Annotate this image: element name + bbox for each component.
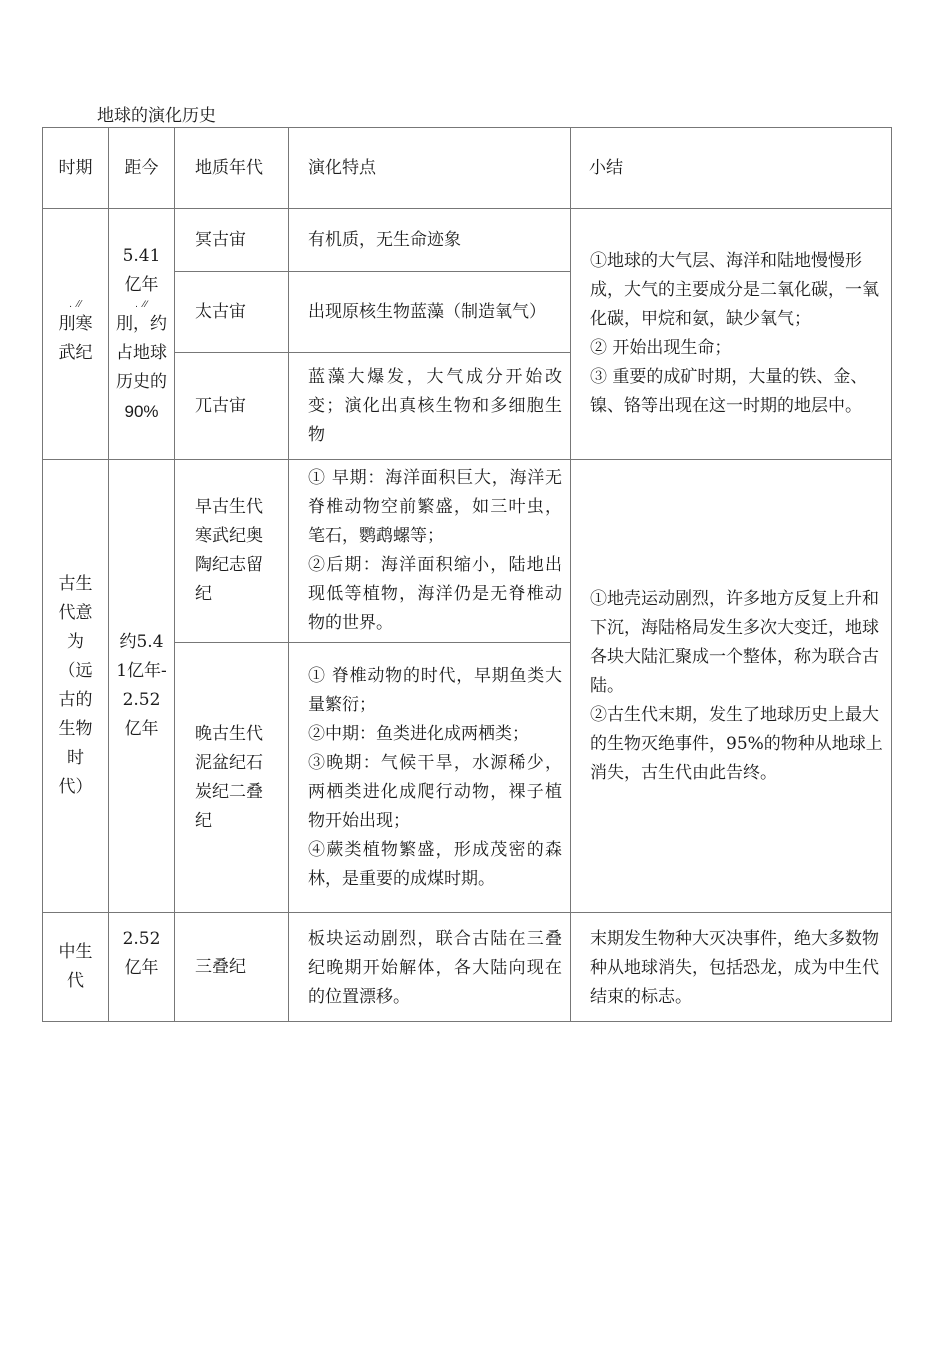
era-late-paleozoic-label: 晚古生代泥盆纪石炭纪二叠纪: [195, 723, 263, 831]
precambrian-ago-marker: . ⁄⁄: [135, 300, 148, 310]
precambrian-summary-1: ①地球的大气层、海洋和陆地慢慢形成，大气的主要成分是二氧化碳，一氧化碳，甲烷和氨，缺少氧气；: [590, 251, 879, 329]
table-header-row: [43, 128, 892, 209]
header-ago: 距今: [109, 128, 175, 209]
precambrian-marker: . ⁄⁄: [69, 300, 82, 310]
features-late-paleozoic-2: ②中期：鱼类进化成两栖类；: [308, 723, 529, 744]
table-row: [43, 209, 892, 272]
paleozoic-summary: [571, 460, 892, 913]
mesozoic-period: 中生代: [58, 942, 93, 991]
precambrian-summary-2: ② 开始出现生命；: [590, 338, 732, 358]
header-features: 演化特点: [289, 128, 571, 209]
era-proterozoic: 兀古宙: [175, 353, 289, 460]
paleozoic-period-cell: [43, 460, 109, 913]
header-period: 时期: [43, 128, 109, 209]
mesozoic-ago: 2.52亿年: [122, 929, 161, 978]
era-early-paleozoic-label: 早古生代寒武纪奥陶纪志留纪: [195, 497, 263, 604]
paleozoic-ago: 约5.41亿年-2.52亿年: [116, 632, 167, 739]
features-late-paleozoic-3: ③晚期：气候干旱，水源稀少，两栖类进化成爬行动物，裸子植物开始出现；: [308, 752, 562, 831]
precambrian-ago-percent: 90%: [124, 402, 159, 421]
era-hadean: 冥古宙: [175, 209, 289, 272]
features-archean: 出现原核生物蓝藻（制造氧气）: [289, 272, 571, 353]
precambrian-period: 刖寒武纪: [58, 314, 93, 363]
features-late-paleozoic: [289, 643, 571, 913]
paleozoic-summary-1: ①地壳运动剧烈，许多地方反复上升和下沉，海陆格局发生多次大变迁，地球各块大陆汇聚成一个整体，称为联合古陆。: [590, 588, 879, 696]
precambrian-period-cell: [43, 209, 109, 460]
mesozoic-summary: 末期发生物种大灭决事件，绝大多数物种从地球消失，包括恐龙，成为中生代结束的标志。: [571, 913, 892, 1022]
precambrian-ago-rest: 刖，约占地球历史的: [116, 314, 167, 392]
era-triassic: 三叠纪: [175, 913, 289, 1022]
table-row: [43, 460, 892, 643]
era-late-paleozoic: [175, 643, 289, 913]
precambrian-summary: [571, 209, 892, 460]
features-proterozoic: 蓝藻大爆发，大气成分开始改变；演化出真核生物和多细胞生物: [289, 353, 571, 460]
header-summary: 小结: [571, 128, 892, 209]
features-triassic: 板块运动剧烈，联合古陆在三叠纪晚期开始解体，各大陆向现在的位置漂移。: [289, 913, 571, 1022]
mesozoic-ago-cell: [109, 913, 175, 1022]
features-late-paleozoic-4: ④蕨类植物繁盛，形成茂密的森林，是重要的成煤时期。: [308, 839, 562, 889]
precambrian-summary-3: ③ 重要的成矿时期，大量的铁、金、镍、铬等出现在这一时期的地层中。: [590, 367, 868, 416]
features-early-paleozoic-1: ① 早期：海洋面积巨大，海洋无脊椎动物空前繁盛，如三叶虫，笔石，鹦鹉螺等；: [308, 468, 562, 546]
header-era: 地质年代: [175, 128, 289, 209]
paleozoic-ago-cell: [109, 460, 175, 913]
features-late-paleozoic-1: ① 脊椎动物的时代，早期鱼类大量繁衍；: [308, 665, 562, 715]
table-row: [43, 913, 892, 1022]
era-early-paleozoic: [175, 460, 289, 643]
paleozoic-summary-2: ②古生代末期，发生了地球历史上最大的生物灭绝事件，95%的物种从地球上消失，古生代由此告终。: [590, 704, 883, 783]
features-early-paleozoic-2: ②后期：海洋面积缩小，陆地出现低等植物，海洋仍是无脊椎动物的世界。: [308, 555, 562, 633]
features-hadean: 有机质，无生命迹象: [289, 209, 571, 272]
era-archean: 太古宙: [175, 272, 289, 353]
mesozoic-period-cell: [43, 913, 109, 1022]
features-early-paleozoic: [289, 460, 571, 643]
paleozoic-period: 古生代意为（远古的生物时代）: [58, 574, 93, 797]
document-title: 地球的演化历史: [97, 106, 216, 126]
earth-evolution-table: [42, 127, 892, 1022]
precambrian-ago-cell: [109, 209, 175, 460]
precambrian-ago-top: 5.41亿年: [122, 246, 161, 295]
